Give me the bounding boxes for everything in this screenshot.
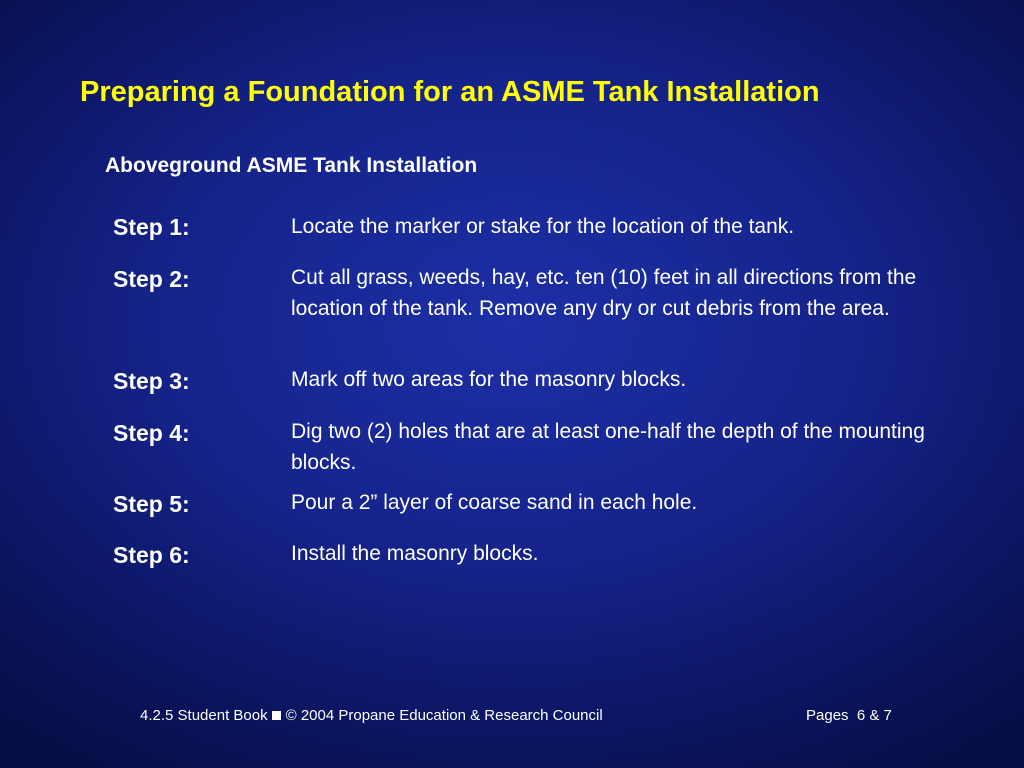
step-3-text: Mark off two areas for the masonry blocks. (291, 368, 687, 391)
slide-title: Preparing a Foundation for an ASME Tank Installation (80, 76, 820, 108)
footer-source (140, 707, 603, 724)
step-3-label: Step 3: (113, 368, 190, 394)
footer-source-prefix: 4.2.5 Student Book (140, 707, 268, 724)
step-4-text: Dig two (2) holes that are at least one-half the depth of the mounting blocks. (291, 420, 925, 474)
step-4-label: Step 4: (113, 420, 190, 446)
step-1-text: Locate the marker or stake for the location of the tank. (291, 215, 795, 238)
step-2-label: Step 2: (113, 266, 190, 292)
section-subtitle: Aboveground ASME Tank Installation (105, 154, 478, 177)
footer-pages: Pages 6 & 7 (806, 707, 892, 724)
square-bullet-icon (272, 711, 281, 720)
step-6-text: Install the masonry blocks. (291, 542, 539, 565)
step-6-label: Step 6: (113, 542, 190, 568)
step-2-text: Cut all grass, weeds, hay, etc. ten (10) feet in all directions from the location of the tank. Remove any dry or cut debris from the area. (291, 266, 917, 320)
step-5-label: Step 5: (113, 491, 190, 517)
footer-copyright: © 2004 Propane Education & Research Council (285, 707, 603, 724)
step-1-label: Step 1: (113, 214, 190, 240)
step-5-text: Pour a 2” layer of coarse sand in each hole. (291, 491, 698, 514)
